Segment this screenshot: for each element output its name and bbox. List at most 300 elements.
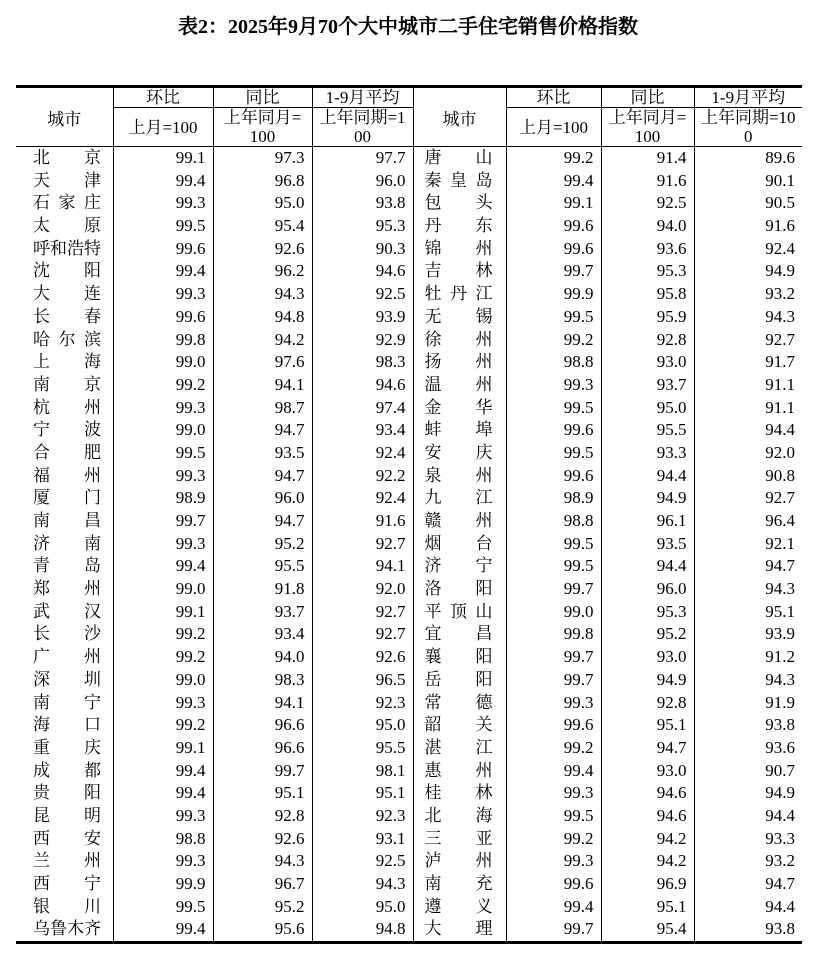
city-name: 南 京 — [33, 374, 101, 394]
table-row — [16, 623, 802, 646]
mom-value-cell: 99.7 — [506, 918, 601, 942]
table-row — [16, 782, 802, 805]
city-name: 北 海 — [424, 805, 493, 825]
avg-value-cell: 91.7 — [694, 351, 802, 374]
city-cell — [16, 465, 113, 488]
city-cell — [16, 238, 113, 261]
mom-value-cell: 99.4 — [506, 170, 601, 193]
mom-value-cell: 99.2 — [113, 646, 213, 669]
table-row — [16, 578, 802, 601]
header-mom-base-left: 上月=100 — [113, 108, 213, 147]
city-name: 北 京 — [33, 148, 101, 167]
avg-value-cell: 95.0 — [312, 896, 413, 919]
yoy-value-cell: 95.1 — [601, 896, 694, 919]
city-cell — [413, 351, 506, 374]
city-name: 锦 州 — [424, 238, 493, 258]
table-row — [16, 260, 802, 283]
city-name: 泸 州 — [424, 851, 493, 871]
yoy-value-cell: 94.2 — [213, 329, 312, 352]
city-cell — [16, 646, 113, 669]
avg-value-cell: 93.8 — [694, 918, 802, 942]
mom-value-cell: 99.9 — [113, 873, 213, 896]
yoy-value-cell: 93.0 — [601, 760, 694, 783]
mom-value-cell: 99.1 — [113, 147, 213, 170]
city-name: 太 原 — [33, 216, 101, 236]
city-name: 韶 关 — [424, 715, 493, 735]
city-cell — [413, 374, 506, 397]
yoy-value-cell: 93.3 — [601, 442, 694, 465]
city-cell — [413, 828, 506, 851]
yoy-value-cell: 96.6 — [213, 737, 312, 760]
avg-value-cell: 94.6 — [312, 260, 413, 283]
yoy-value-cell: 96.0 — [213, 487, 312, 510]
avg-value-cell: 92.0 — [312, 578, 413, 601]
header-yoy-base-left: 上年同月=100 — [213, 108, 312, 147]
table-row — [16, 374, 802, 397]
price-index-table — [16, 85, 802, 944]
avg-value-cell: 94.3 — [312, 873, 413, 896]
city-name: 合 肥 — [33, 442, 101, 462]
city-cell — [16, 487, 113, 510]
mom-value-cell: 99.7 — [506, 578, 601, 601]
mom-value-cell: 99.4 — [506, 760, 601, 783]
avg-value-cell: 98.3 — [312, 351, 413, 374]
yoy-value-cell: 92.6 — [213, 828, 312, 851]
city-name: 深 圳 — [33, 669, 101, 689]
mom-value-cell: 99.5 — [506, 533, 601, 556]
city-cell — [413, 465, 506, 488]
yoy-value-cell: 96.9 — [601, 873, 694, 896]
city-name: 成 都 — [33, 760, 101, 780]
city-name: 青 岛 — [33, 556, 101, 576]
table-row — [16, 306, 802, 329]
yoy-value-cell: 96.2 — [213, 260, 312, 283]
mom-value-cell: 99.6 — [506, 465, 601, 488]
yoy-value-cell: 93.7 — [601, 374, 694, 397]
mom-value-cell: 99.3 — [113, 850, 213, 873]
avg-value-cell: 95.5 — [312, 737, 413, 760]
table-row — [16, 873, 802, 896]
avg-value-cell: 94.9 — [694, 782, 802, 805]
city-cell — [16, 623, 113, 646]
city-name: 秦 皇 岛 — [424, 170, 493, 190]
table-row — [16, 465, 802, 488]
table-row — [16, 442, 802, 465]
city-cell — [16, 714, 113, 737]
mom-value-cell: 99.6 — [506, 873, 601, 896]
avg-value-cell: 92.4 — [312, 442, 413, 465]
mom-value-cell: 99.7 — [506, 669, 601, 692]
header-avg-left: 1-9月平均 — [312, 87, 413, 108]
city-cell — [413, 170, 506, 193]
city-name: 广 州 — [33, 647, 101, 667]
city-cell — [413, 873, 506, 896]
city-cell — [16, 442, 113, 465]
table-row — [16, 692, 802, 715]
city-name: 丹 东 — [424, 216, 493, 236]
avg-value-cell: 92.7 — [694, 487, 802, 510]
mom-value-cell: 99.4 — [113, 760, 213, 783]
city-cell — [413, 487, 506, 510]
table-row — [16, 805, 802, 828]
avg-value-cell: 92.9 — [312, 329, 413, 352]
avg-value-cell: 93.9 — [312, 306, 413, 329]
mom-value-cell: 99.3 — [113, 805, 213, 828]
city-cell — [413, 397, 506, 420]
yoy-value-cell: 98.3 — [213, 669, 312, 692]
mom-value-cell: 99.6 — [506, 215, 601, 238]
city-name: 惠 州 — [424, 760, 493, 780]
table-body — [16, 147, 802, 943]
avg-value-cell: 91.6 — [312, 510, 413, 533]
yoy-value-cell: 95.4 — [601, 918, 694, 942]
yoy-value-cell: 95.5 — [213, 555, 312, 578]
header-mom-left: 环比 — [113, 87, 213, 108]
city-cell — [413, 533, 506, 556]
mom-value-cell: 99.8 — [506, 623, 601, 646]
city-cell — [413, 669, 506, 692]
city-name: 厦 门 — [33, 488, 101, 508]
mom-value-cell: 99.4 — [113, 918, 213, 942]
city-cell — [16, 192, 113, 215]
yoy-value-cell: 96.0 — [601, 578, 694, 601]
city-name: 烟 台 — [424, 533, 493, 553]
mom-value-cell: 99.9 — [506, 283, 601, 306]
avg-value-cell: 94.8 — [312, 918, 413, 942]
city-cell — [16, 510, 113, 533]
yoy-value-cell: 95.2 — [601, 623, 694, 646]
yoy-value-cell: 94.9 — [601, 669, 694, 692]
city-name: 泉 州 — [424, 465, 493, 485]
avg-value-cell: 91.6 — [694, 215, 802, 238]
city-cell — [413, 260, 506, 283]
yoy-value-cell: 95.3 — [601, 601, 694, 624]
city-name: 贵 阳 — [33, 783, 101, 803]
header-avg-right: 1-9月平均 — [694, 87, 802, 108]
mom-value-cell: 98.9 — [113, 487, 213, 510]
yoy-value-cell: 95.2 — [213, 533, 312, 556]
mom-value-cell: 99.4 — [113, 170, 213, 193]
yoy-value-cell: 95.3 — [601, 260, 694, 283]
avg-value-cell: 94.7 — [694, 873, 802, 896]
mom-value-cell: 99.5 — [506, 306, 601, 329]
mom-value-cell: 99.5 — [113, 442, 213, 465]
city-cell — [16, 397, 113, 420]
avg-value-cell: 94.7 — [694, 555, 802, 578]
yoy-value-cell: 91.8 — [213, 578, 312, 601]
table-row — [16, 669, 802, 692]
mom-value-cell: 99.3 — [113, 465, 213, 488]
mom-value-cell: 99.4 — [113, 782, 213, 805]
city-name: 湛 江 — [424, 737, 493, 757]
table-row — [16, 147, 802, 170]
city-name: 长 春 — [33, 306, 101, 326]
mom-value-cell: 99.3 — [113, 533, 213, 556]
avg-value-cell: 92.3 — [312, 805, 413, 828]
avg-value-cell: 90.3 — [312, 238, 413, 261]
city-cell — [16, 533, 113, 556]
avg-value-cell: 94.1 — [312, 555, 413, 578]
mom-value-cell: 99.3 — [506, 850, 601, 873]
avg-value-cell: 90.7 — [694, 760, 802, 783]
avg-value-cell: 95.3 — [312, 215, 413, 238]
mom-value-cell: 99.7 — [506, 646, 601, 669]
city-cell — [16, 669, 113, 692]
avg-value-cell: 94.4 — [694, 896, 802, 919]
city-cell — [413, 442, 506, 465]
mom-value-cell: 99.4 — [506, 896, 601, 919]
yoy-value-cell: 96.6 — [213, 714, 312, 737]
yoy-value-cell: 94.6 — [601, 805, 694, 828]
yoy-value-cell: 94.7 — [213, 510, 312, 533]
header-yoy-right: 同比 — [601, 87, 694, 108]
city-name: 大 连 — [33, 284, 101, 304]
table-row — [16, 555, 802, 578]
yoy-value-cell: 94.4 — [601, 555, 694, 578]
yoy-value-cell: 93.4 — [213, 623, 312, 646]
city-name: 金 华 — [424, 397, 493, 417]
avg-value-cell: 92.5 — [312, 850, 413, 873]
city-name: 昆 明 — [33, 805, 101, 825]
city-name: 徐 州 — [424, 329, 493, 349]
city-name: 平 顶 山 — [424, 601, 493, 621]
city-name: 大 理 — [424, 919, 493, 939]
yoy-value-cell: 94.3 — [213, 850, 312, 873]
mom-value-cell: 99.5 — [113, 215, 213, 238]
yoy-value-cell: 93.5 — [213, 442, 312, 465]
avg-value-cell: 95.1 — [694, 601, 802, 624]
city-name: 九 江 — [424, 488, 493, 508]
avg-value-cell: 92.2 — [312, 465, 413, 488]
table-row — [16, 533, 802, 556]
mom-value-cell: 98.8 — [506, 510, 601, 533]
city-name: 赣 州 — [424, 511, 493, 530]
yoy-value-cell: 91.6 — [601, 170, 694, 193]
city-name: 济 南 — [33, 533, 101, 553]
city-cell — [413, 850, 506, 873]
city-name: 海 口 — [33, 715, 101, 735]
city-name: 银 川 — [33, 896, 101, 916]
avg-value-cell: 96.4 — [694, 510, 802, 533]
mom-value-cell: 99.5 — [506, 555, 601, 578]
table-row — [16, 601, 802, 624]
avg-value-cell: 91.1 — [694, 374, 802, 397]
city-cell — [16, 147, 113, 170]
yoy-value-cell: 92.8 — [213, 805, 312, 828]
mom-value-cell: 99.5 — [506, 442, 601, 465]
city-cell — [16, 306, 113, 329]
mom-value-cell: 99.2 — [506, 147, 601, 170]
mom-value-cell: 99.4 — [113, 555, 213, 578]
mom-value-cell: 98.8 — [506, 351, 601, 374]
avg-value-cell: 90.1 — [694, 170, 802, 193]
yoy-value-cell: 93.7 — [213, 601, 312, 624]
yoy-value-cell: 94.3 — [213, 283, 312, 306]
yoy-value-cell: 93.6 — [601, 238, 694, 261]
yoy-value-cell: 98.7 — [213, 397, 312, 420]
avg-value-cell: 94.4 — [694, 419, 802, 442]
header-avg-base-left: 上年同期=100 — [312, 108, 413, 147]
mom-value-cell: 99.6 — [506, 238, 601, 261]
city-cell — [413, 147, 506, 170]
avg-value-cell: 94.6 — [312, 374, 413, 397]
table-row — [16, 918, 802, 942]
yoy-value-cell: 92.6 — [213, 238, 312, 261]
city-cell — [16, 873, 113, 896]
avg-value-cell: 97.7 — [312, 147, 413, 170]
yoy-value-cell: 94.6 — [601, 782, 694, 805]
table-row — [16, 737, 802, 760]
table-row — [16, 646, 802, 669]
city-cell — [413, 510, 506, 533]
table-row — [16, 714, 802, 737]
avg-value-cell: 92.0 — [694, 442, 802, 465]
header-yoy-base-right: 上年同月=100 — [601, 108, 694, 147]
yoy-value-cell: 95.0 — [213, 192, 312, 215]
table-row — [16, 329, 802, 352]
yoy-value-cell: 95.6 — [213, 918, 312, 942]
avg-value-cell: 90.8 — [694, 465, 802, 488]
yoy-value-cell: 95.5 — [601, 419, 694, 442]
city-name: 蚌 埠 — [424, 420, 493, 440]
mom-value-cell: 99.2 — [506, 329, 601, 352]
avg-value-cell: 93.3 — [694, 828, 802, 851]
city-name: 天 津 — [33, 170, 101, 190]
yoy-value-cell: 94.4 — [601, 465, 694, 488]
city-cell — [16, 351, 113, 374]
city-name: 武 汉 — [33, 601, 101, 621]
mom-value-cell: 99.2 — [506, 737, 601, 760]
city-cell — [413, 555, 506, 578]
mom-value-cell: 99.8 — [113, 329, 213, 352]
city-cell — [413, 646, 506, 669]
city-name: 包 头 — [424, 193, 493, 213]
city-cell — [413, 215, 506, 238]
avg-value-cell: 93.1 — [312, 828, 413, 851]
city-cell — [413, 419, 506, 442]
city-cell — [16, 918, 113, 942]
mom-value-cell: 99.6 — [113, 306, 213, 329]
table-row — [16, 850, 802, 873]
city-name: 福 州 — [33, 465, 101, 485]
yoy-value-cell: 96.7 — [213, 873, 312, 896]
city-name: 安 庆 — [424, 442, 493, 462]
city-name: 乌 鲁 木 齐 — [33, 919, 101, 939]
avg-value-cell: 94.3 — [694, 578, 802, 601]
city-name: 杭 州 — [33, 397, 101, 417]
mom-value-cell: 99.0 — [506, 601, 601, 624]
yoy-value-cell: 95.1 — [213, 782, 312, 805]
city-cell — [16, 419, 113, 442]
city-cell — [16, 782, 113, 805]
city-name: 宁 波 — [33, 420, 101, 440]
yoy-value-cell: 95.1 — [601, 714, 694, 737]
yoy-value-cell: 92.8 — [601, 329, 694, 352]
city-name: 石 家 庄 — [33, 193, 101, 213]
city-name: 郑 州 — [33, 579, 101, 599]
yoy-value-cell: 93.5 — [601, 533, 694, 556]
mom-value-cell: 99.3 — [506, 782, 601, 805]
city-name: 三 亚 — [424, 828, 493, 848]
avg-value-cell: 96.0 — [312, 170, 413, 193]
header-avg-base-right: 上年同期=100 — [694, 108, 802, 147]
yoy-value-cell: 94.1 — [213, 374, 312, 397]
city-name: 西 宁 — [33, 874, 101, 893]
mom-value-cell: 99.6 — [506, 714, 601, 737]
city-name: 扬 州 — [424, 352, 493, 372]
city-name: 遵 义 — [424, 896, 493, 916]
yoy-value-cell: 95.2 — [213, 896, 312, 919]
mom-value-cell: 98.9 — [506, 487, 601, 510]
avg-value-cell: 93.9 — [694, 623, 802, 646]
table-row — [16, 760, 802, 783]
yoy-value-cell: 95.8 — [601, 283, 694, 306]
city-cell — [413, 329, 506, 352]
table-row — [16, 487, 802, 510]
header-mom-right: 环比 — [506, 87, 601, 108]
yoy-value-cell: 99.7 — [213, 760, 312, 783]
yoy-value-cell: 94.2 — [601, 850, 694, 873]
city-cell — [16, 283, 113, 306]
avg-value-cell: 92.7 — [312, 601, 413, 624]
yoy-value-cell: 94.0 — [213, 646, 312, 669]
city-cell — [16, 170, 113, 193]
mom-value-cell: 99.3 — [113, 692, 213, 715]
table-row — [16, 896, 802, 919]
avg-value-cell: 92.3 — [312, 692, 413, 715]
city-cell — [413, 782, 506, 805]
table-row — [16, 419, 802, 442]
city-cell — [16, 896, 113, 919]
avg-value-cell: 92.7 — [312, 533, 413, 556]
city-cell — [413, 714, 506, 737]
city-cell — [413, 896, 506, 919]
city-cell — [16, 850, 113, 873]
avg-value-cell: 98.1 — [312, 760, 413, 783]
city-cell — [16, 329, 113, 352]
city-cell — [16, 578, 113, 601]
yoy-value-cell: 94.1 — [213, 692, 312, 715]
avg-value-cell: 93.8 — [312, 192, 413, 215]
mom-value-cell: 99.3 — [113, 192, 213, 215]
table-row — [16, 397, 802, 420]
city-cell — [16, 215, 113, 238]
city-cell — [413, 918, 506, 942]
table-title: 表2：2025年9月70个大中城市二手住宅销售价格指数 — [178, 16, 638, 38]
city-cell — [413, 623, 506, 646]
city-name: 呼 和 浩 特 — [33, 238, 101, 258]
table-row — [16, 215, 802, 238]
city-name: 无 锡 — [424, 306, 493, 326]
city-cell — [413, 283, 506, 306]
yoy-value-cell: 96.8 — [213, 170, 312, 193]
mom-value-cell: 99.5 — [113, 896, 213, 919]
table-row — [16, 192, 802, 215]
avg-value-cell: 94.9 — [694, 260, 802, 283]
city-cell — [16, 760, 113, 783]
city-name: 哈 尔 滨 — [33, 329, 101, 349]
mom-value-cell: 99.3 — [113, 397, 213, 420]
mom-value-cell: 99.0 — [113, 578, 213, 601]
city-name: 济 宁 — [424, 556, 493, 576]
avg-value-cell: 93.2 — [694, 283, 802, 306]
yoy-value-cell: 97.6 — [213, 351, 312, 374]
yoy-value-cell: 95.4 — [213, 215, 312, 238]
city-name: 牡 丹 江 — [424, 284, 493, 304]
city-name: 长 沙 — [33, 624, 101, 644]
city-cell — [16, 601, 113, 624]
table-row — [16, 510, 802, 533]
